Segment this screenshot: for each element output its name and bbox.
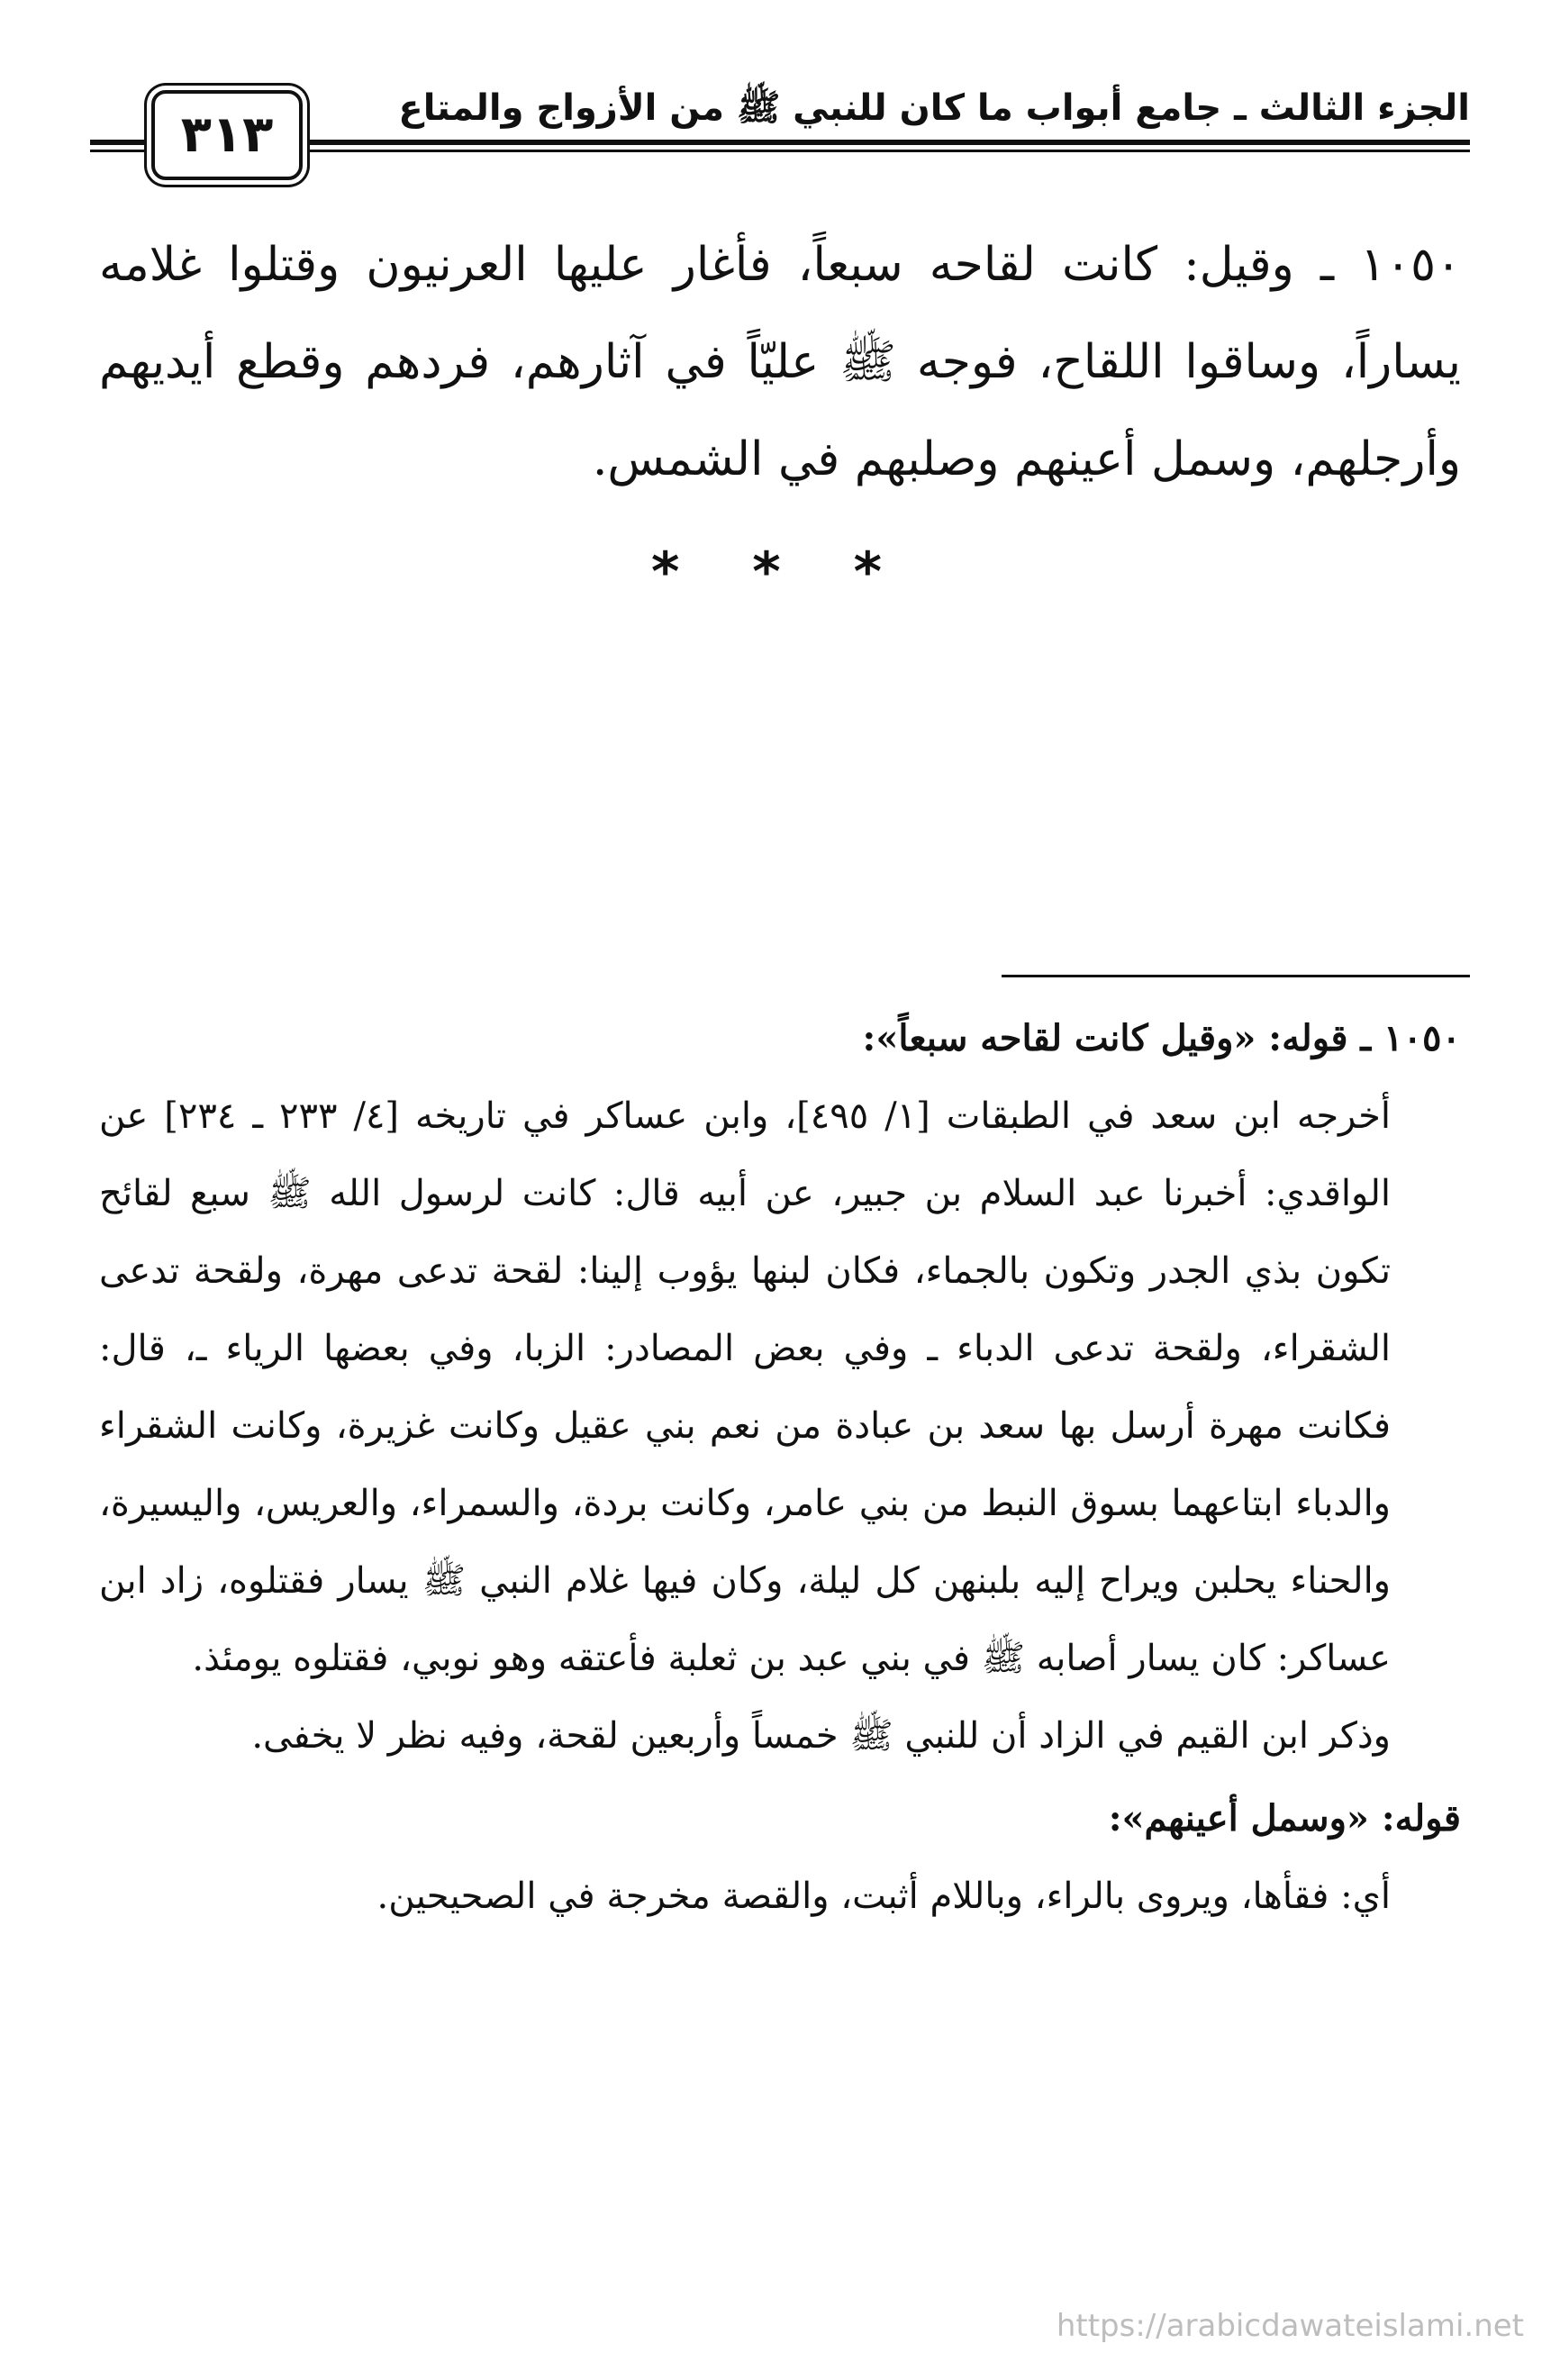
footnote-1-heading: ١٠٥٠ ـ قوله: «وقيل كانت لقاحه سبعاً»: <box>862 1017 1461 1059</box>
footnotes-section <box>99 1000 1461 1935</box>
footnote-2-heading: قوله: «وسمل أعينهم»: <box>1108 1797 1461 1840</box>
footnote-1-body: أخرجه ابن سعد في الطبقات [١/ ٤٩٥]، وابن عساكر في تاريخه [٤/ ٢٣٣ ـ ٢٣٤] عن الواقدي: أخبرنا عبد السلام بن جبير، عن أبيه قال: كانت لرسول الله ﷺ سبع لقائح تكون بذي الجدر وتكون بالجماء، فكان لبنها يؤوب إلينا: لقحة تدعى مهرة، ولقحة تدعى الشقراء، ولقحة تدعى الدباء ـ وفي بعض المصادر: الزبا، وفي بعضها الرياء ـ، قال: فكانت مهرة أرسل بها سعد بن عبادة من نعم بني عقيل وكانت غزيرة، وكانت الشقراء والدباء ابتاعهما بسوق النبط من بني عامر، وكانت بردة، والسمراء، والعريس، واليسيرة، والحناء يحلبن ويراح إليه بلبنهن كل ليلة، وكان فيها غلام النبي ﷺ يسار فقتلوه، زاد ابن عساكر: كان يسار أصابه ﷺ في بني عبد بن ثعلبة فأعتقه وهو نوبي، فقتلوه يومئذ. <box>99 1095 1391 1679</box>
main-paragraph: ١٠٥٠ ـ وقيل: كانت لقاحه سبعاً، فأغار عليها العرنيون وقتلوا غلامه يساراً، وساقوا اللقاح، فوجه ﷺ عليّاً في آثارهم، فردهم وقطع أيديهم وأرجلهم، وسمل أعينهم وصلبهم في الشمس. <box>99 238 1461 486</box>
running-title: الجزء الثالث ـ جامع أبواب ما كان للنبي ﷺ من الأزواج والمتاع <box>398 87 1470 129</box>
main-text <box>99 216 1461 508</box>
watermark-url: https://arabicdawateislami.net <box>1056 2308 1524 2344</box>
footnote-separator <box>1002 975 1470 977</box>
section-divider-stars: * * * <box>651 540 909 604</box>
footnote-1-extra: وذكر ابن القيم في الزاد أن للنبي ﷺ خمساً وأربعين لقحة، وفيه نظر لا يخفى. <box>251 1715 1391 1757</box>
page-number: ٣١٣ <box>151 90 303 180</box>
footnote-2-body: أي: فقأها، ويروى بالراء، وباللام أثبت، والقصة مخرجة في الصحيحين. <box>376 1876 1391 1917</box>
